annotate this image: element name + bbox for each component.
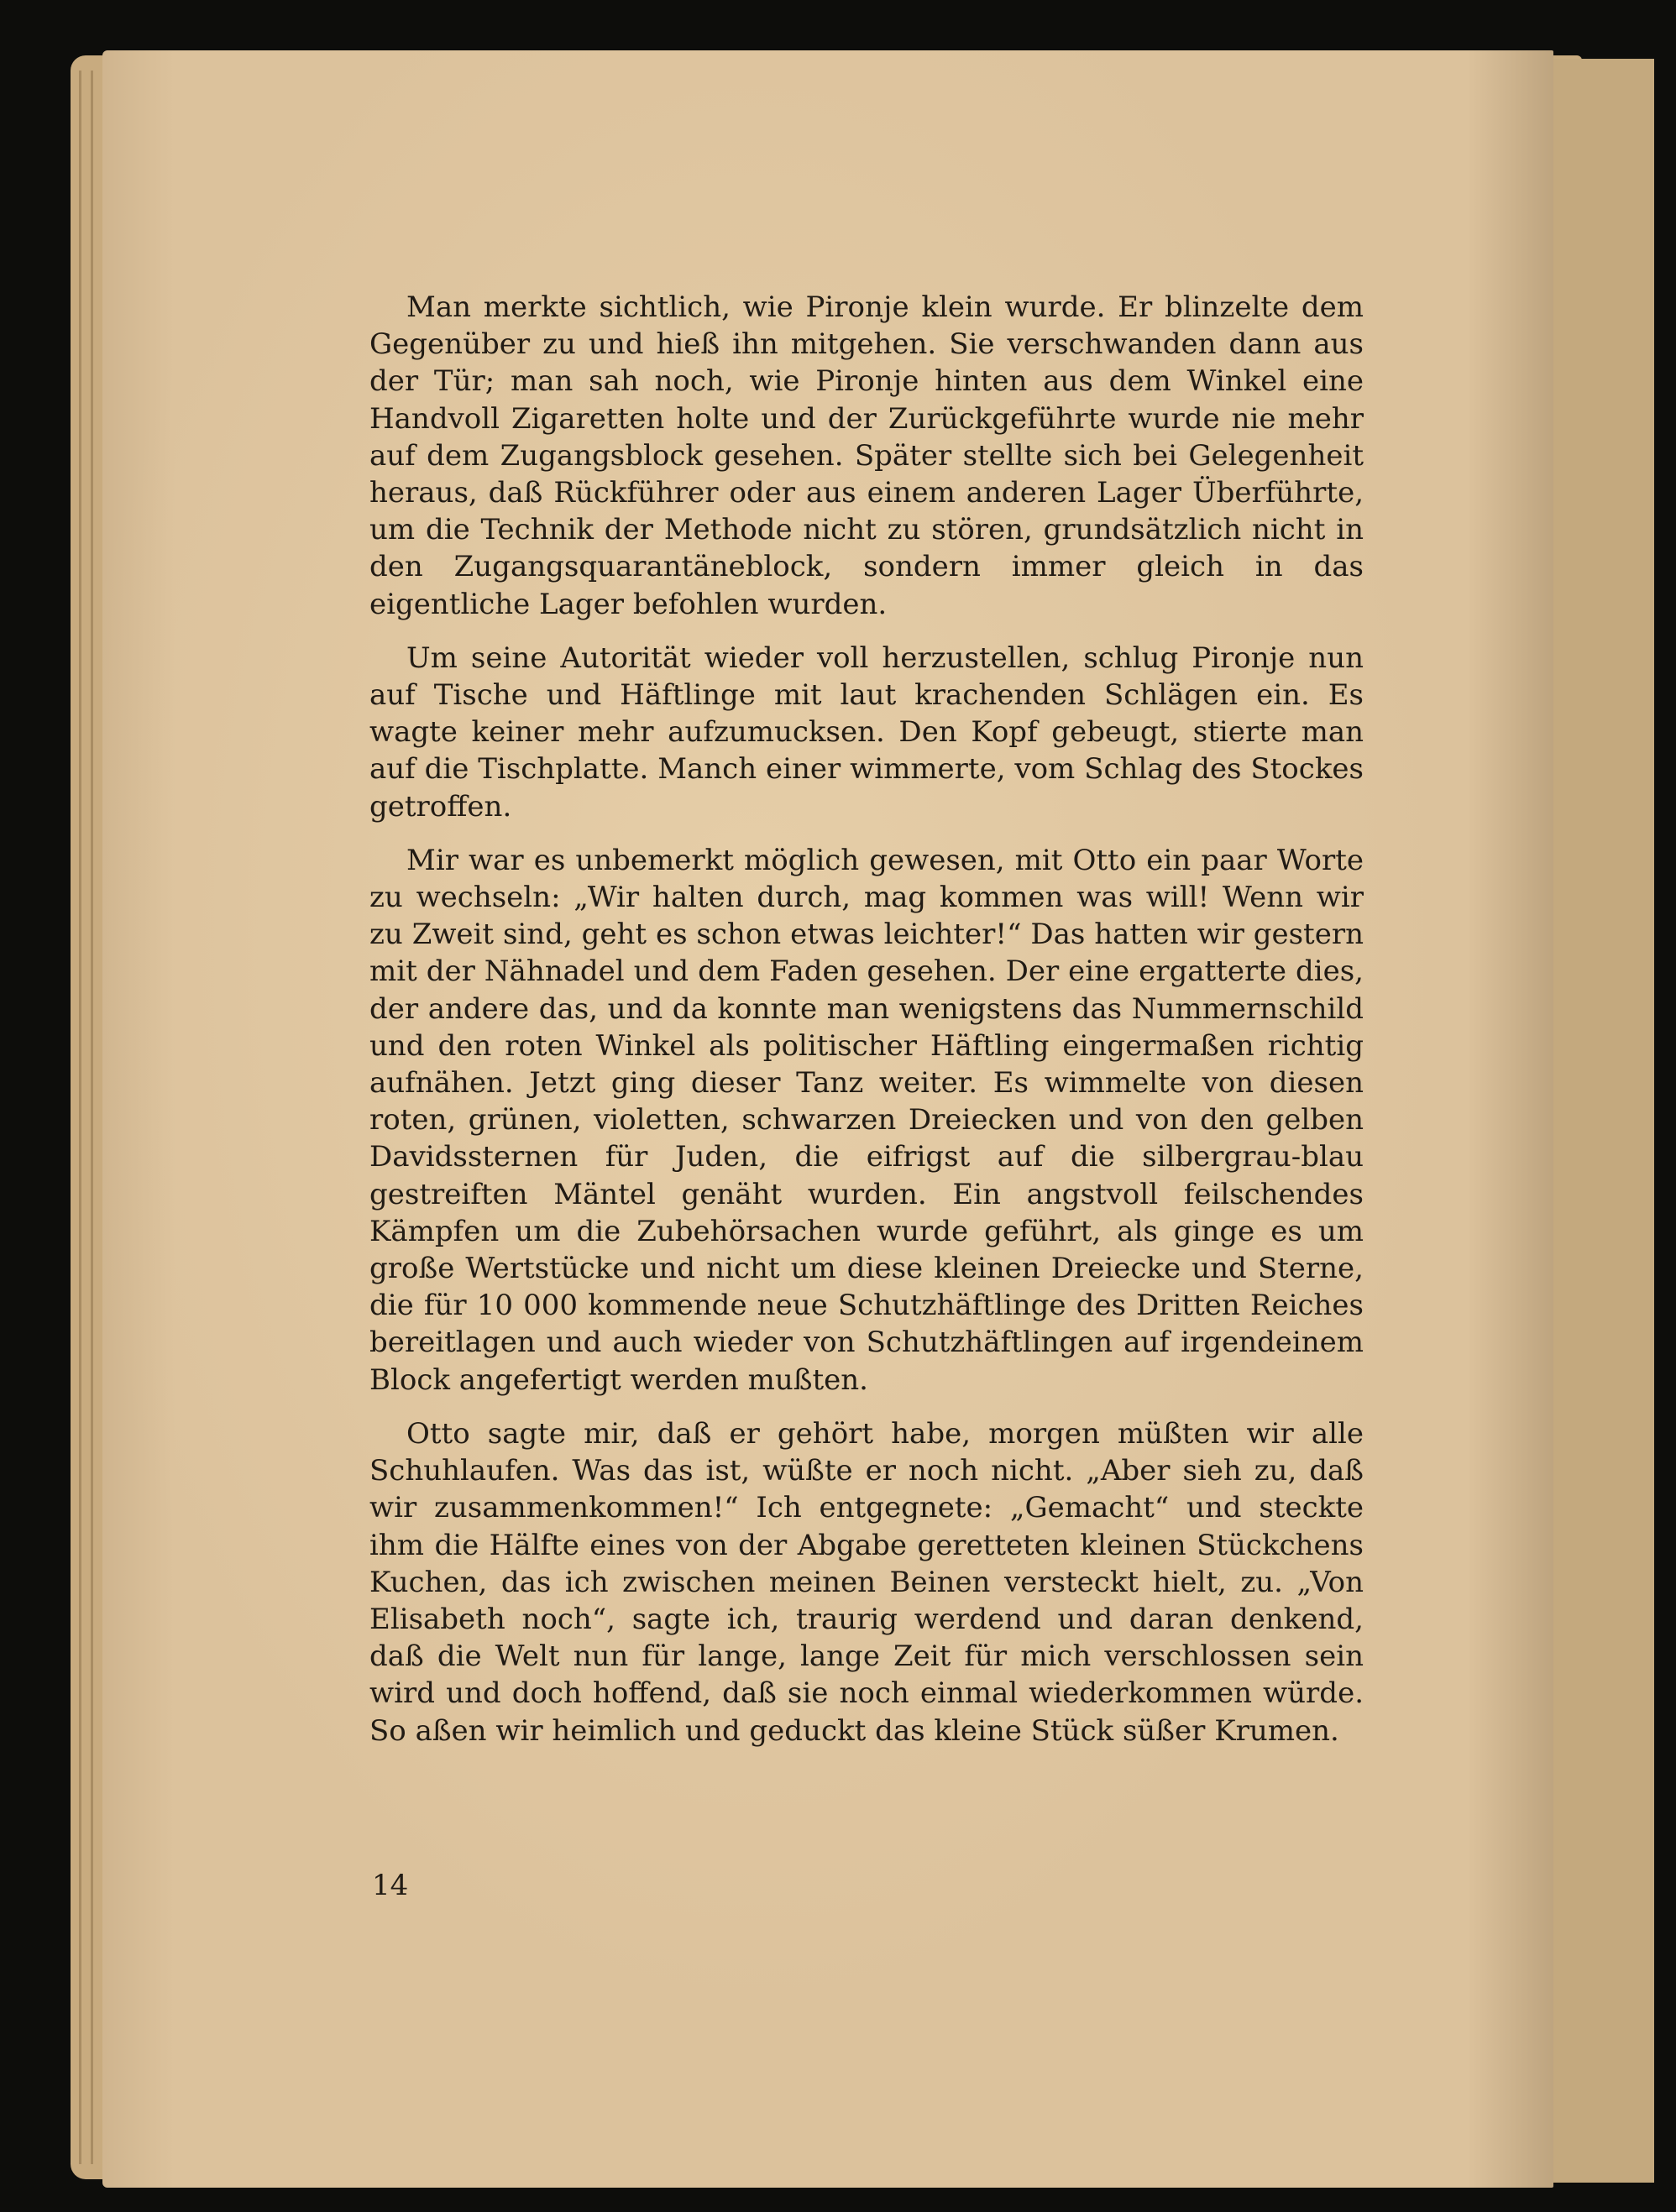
paragraph-4: Otto sagte mir, daß er gehört habe, morgen müßten wir alle Schuhlaufen. Was das ist, wüßte er noch nicht. „Aber sieh zu, daß wir zusammenkommen!“ Ich entgegnete: „Gemacht“ und steckte ihm die Hälfte eines von der Abgabe geretteten kleinen Stückchens Kuchen, das ich zwischen meinen Beinen versteckt hielt, zu. „Von Elisabeth noch“, sagte ich, traurig werdend und daran denkend, daß die Welt nun für lange, lange Zeit für mich verschlossen sein wird und doch hoffend, daß sie noch einmal wiederkommen würde. So aßen wir heimlich und geduckt das kleine Stück süßer Krumen. [369,1416,1364,1748]
paragraph-3: Mir war es unbemerkt möglich gewesen, mit Otto ein paar Worte zu wechseln: „Wir halten durch, mag kommen was will! Wenn wir zu Zweit sind, geht es schon etwas leichter!“ Das hatten wir gestern mit der Nähnadel und dem Faden gesehen. Der eine ergatterte dies, der andere das, und da konnte man wenigstens das Nummernschild und den roten Winkel als politischer Häftling eingermaßen richtig aufnähen. Jetzt ging dieser Tanz weiter. Es wimmelte von diesen roten, grünen, violetten, schwarzen Dreiecken und von den gelben Davidssternen für Juden, die eifrigst auf die silbergrau-blau gestreiften Mäntel genäht wurden. Ein angstvoll feilschendes Kämpfen um die Zubehörsachen wurde geführt, als ginge es um große Wertstücke und nicht um diese kleinen Dreiecke und Sterne, die für 10 000 kommende neue Schutzhäftlinge des Dritten Reiches bereitlagen und auch wieder von Schutzhäftlingen auf irgendeinem Block angefertigt werden mußten. [369,843,1364,1397]
body-text [369,289,1364,1766]
facing-page-edge [1552,59,1654,2183]
paragraph-1: Man merkte sichtlich, wie Pironje klein wurde. Er blinzelte dem Gegenüber zu und hieß ihn mitgehen. Sie verschwanden dann aus der Tür; man sah noch, wie Pironje hinten aus dem Winkel eine Handvoll Zigaretten holte und der Zurückgeführte wurde nie mehr auf dem Zugangsblock gesehen. Später stellte sich bei Gelegenheit heraus, daß Rückführer oder aus einem anderen Lager Überführte, um die Technik der Methode nicht zu stören, grundsätzlich nicht in den Zugangsquarantäneblock, sondern immer gleich in das eigentliche Lager befohlen wurden. [369,290,1364,621]
page-number: 14 [372,1869,409,1902]
paragraph-2: Um seine Autorität wieder voll herzustellen, schlug Pironje nun auf Tische und Häftlinge mit laut krachenden Schlägen ein. Es wagte keiner mehr aufzumucksen. Den Kopf gebeugt, stierte man auf die Tischplatte. Manch einer wimmerte, vom Schlag des Stockes getroffen. [369,641,1364,824]
